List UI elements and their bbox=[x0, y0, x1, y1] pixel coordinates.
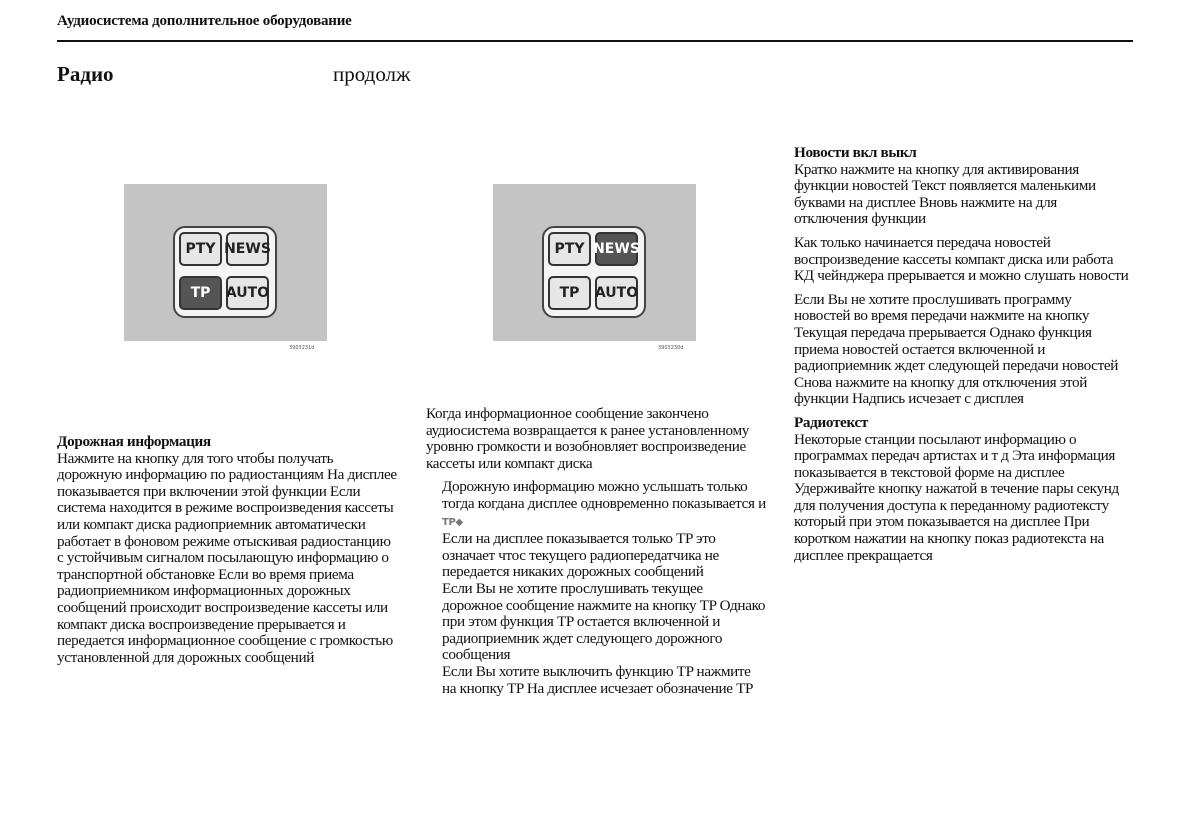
paragraph bbox=[442, 479, 766, 531]
heading-news-on-off: Новости вкл выкл bbox=[794, 144, 917, 161]
auto-key: AUTO bbox=[595, 276, 638, 310]
figure-news-button-panel bbox=[493, 184, 696, 341]
paragraph: Нажмите на кнопку для того чтобы получать дорожную информацию по радиостанциям На дисплее показывается при включении этой функции Если система находится в режиме воспроизведения кассеты или компакт диска радиоприемник автоматически работает в фоновом режиме отыскивая радиостанцию с устойчивым сигналом посылающую информацию о транспортной обстановке Если во время приема радиоприемником информационных дорожных сообщений происходит воспроизведение кассеты или компакт диска воспроизведение прерывается и передается информационное сообщение с громкостью установленной для дорожных сообщений bbox=[57, 449, 397, 666]
figure-tp-button-panel bbox=[124, 184, 327, 341]
pty-key: PTY bbox=[548, 232, 591, 266]
news-key-active: NEWS bbox=[595, 232, 638, 266]
header-divider bbox=[57, 40, 1133, 42]
paragraph: Если Вы не хотите прослушивать программу новостей во время передачи нажмите на кнопку Текущая передача прерывается Однако функция приема новостей остается включенной и радиоприемник ждет следующей передачи новостей Снова нажмите на кнопку для отключения этой функции Надпись исчезает с дисплея bbox=[794, 290, 1119, 408]
figure-code: 3903231d bbox=[289, 345, 315, 351]
paragraph: Если Вы хотите выключить функцию TP нажмите на кнопку TP На дисплее исчезает обозначение TP bbox=[442, 662, 754, 697]
paragraph: Если Вы не хотите прослушивать текущее дорожное сообщение нажмите на кнопку TP Однако при этом функция TP остается включенной и радиоприемник ждет следующего дорожного сообщения bbox=[442, 579, 766, 664]
auto-key: AUTO bbox=[226, 276, 269, 310]
tp-key-active: TP bbox=[179, 276, 222, 310]
pty-key: PTY bbox=[179, 232, 222, 266]
paragraph: Когда информационное сообщение закончено аудиосистема возвращается к ранее установленному уровню громкости и возобновляет воспроизведение кассеты или компакт диска bbox=[426, 405, 749, 472]
section-title: Радио bbox=[57, 62, 114, 86]
column-news-radiotext bbox=[794, 145, 1130, 571]
button-panel bbox=[173, 226, 277, 318]
heading-radiotext: Радиотекст bbox=[794, 413, 868, 431]
paragraph: Кратко нажмите на кнопку для активирования функции новостей Текст появляется маленькими буквами на дисплее Вновь нажмите на для отключения функции bbox=[794, 160, 1096, 228]
tp-key: TP bbox=[548, 276, 591, 310]
column-traffic-details bbox=[426, 406, 766, 697]
paragraph: Если на дисплее показывается только TP это означает чтос текущего радиопередатчика не передается никаких дорожных сообщений bbox=[442, 530, 719, 581]
section-continued-label: продолж bbox=[333, 62, 411, 86]
news-key: NEWS bbox=[226, 232, 269, 266]
tp-indicator-icon: TP◆ bbox=[442, 516, 463, 528]
indented-block bbox=[426, 479, 766, 697]
button-panel bbox=[542, 226, 646, 318]
page-header-title: Аудиосистема дополнительное оборудование bbox=[57, 13, 352, 29]
column-traffic-info bbox=[57, 434, 397, 673]
paragraph: Как только начинается передача новостей воспроизведение кассеты компакт диска или работа КД чейнджера прерывается и можно слушать новости bbox=[794, 233, 1129, 285]
paragraph: Некоторые станции посылают информацию о программах передач артистах и т д Эта информация показывается в текстовой форме на дисплее Удерживайте кнопку нажатой в течение пары секунд для получения доступа к переданному радиотексту который при этом показывается на дисплее При коротком нажатии на кнопку показ радиотекста на дисплее прекращается bbox=[794, 430, 1119, 564]
heading-traffic-info: Дорожная информация bbox=[57, 433, 211, 450]
text-span: Дорожную информацию можно услышать только тогда когдана дисплее одновременно показывается и bbox=[442, 478, 766, 512]
figure-code: 3903230d bbox=[658, 345, 684, 351]
